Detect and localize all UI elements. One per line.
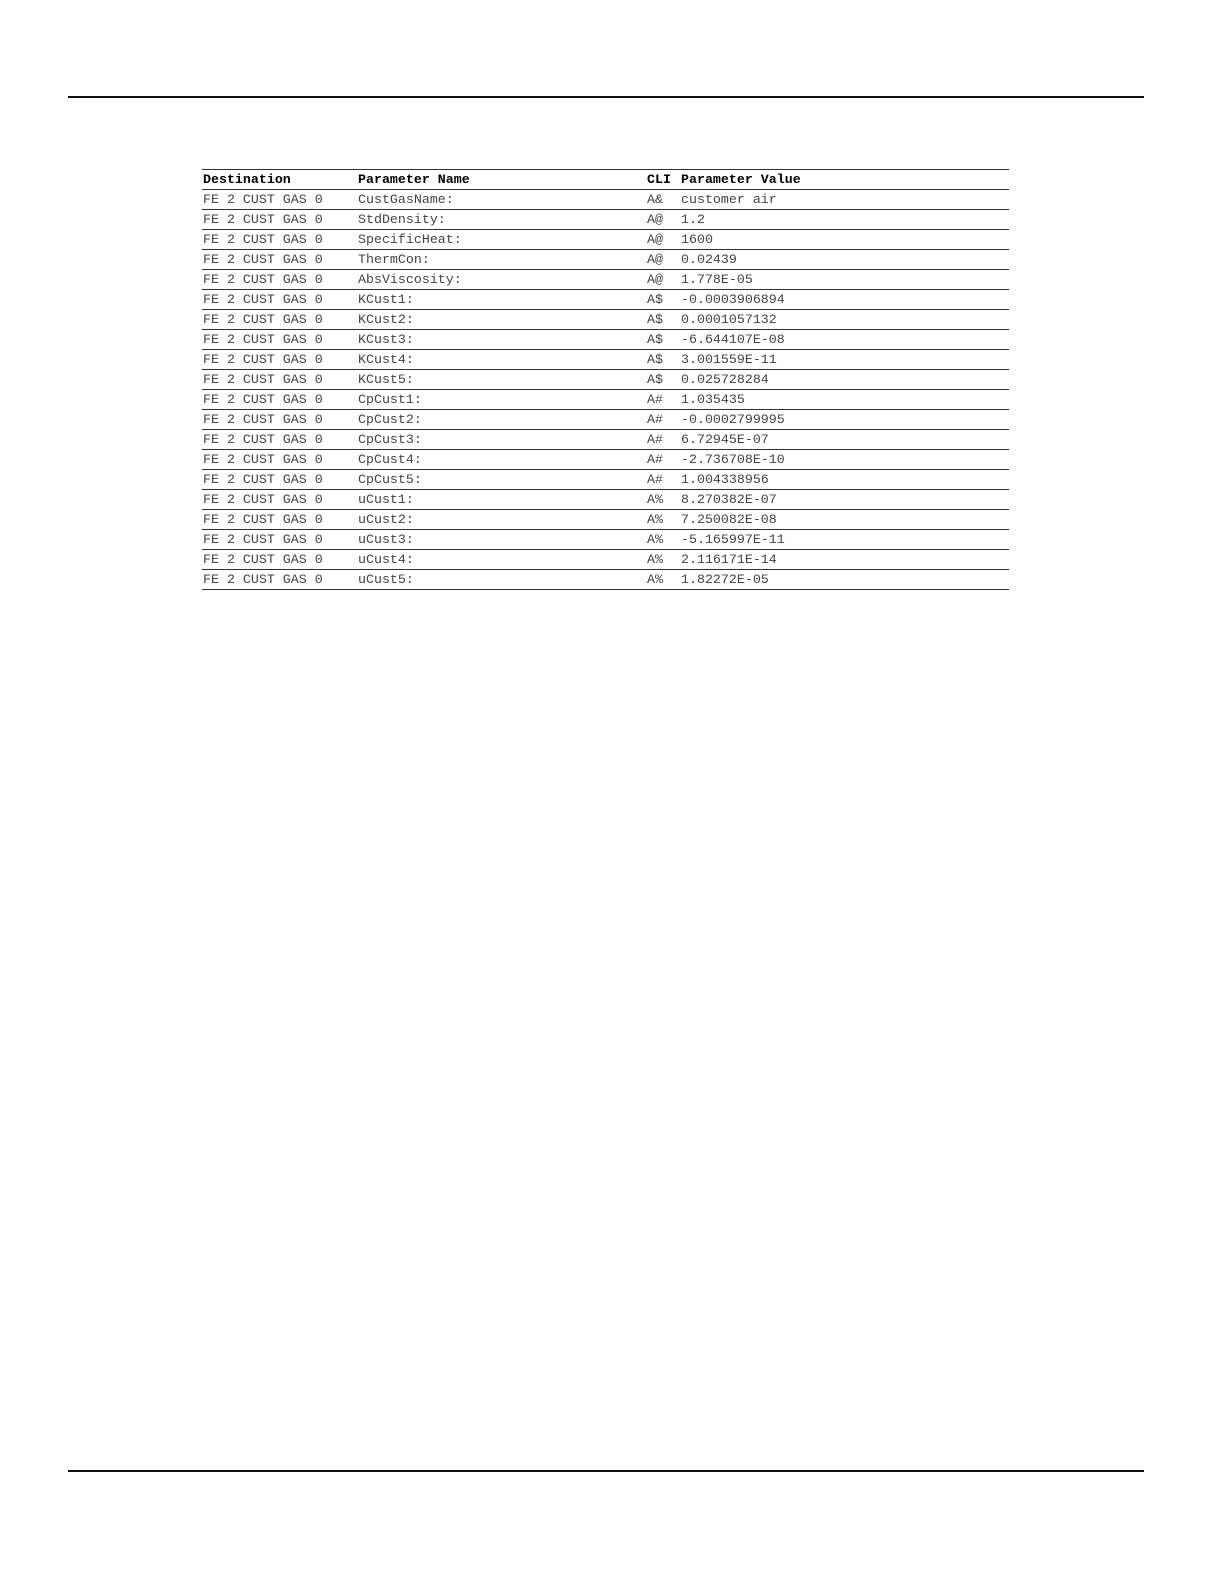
- cell-parameter-name: StdDensity:: [357, 210, 646, 230]
- cell-parameter-name: KCust1:: [357, 290, 646, 310]
- cell-destination: FE 2 CUST GAS 0: [202, 210, 357, 230]
- table-row: [202, 250, 1009, 270]
- cell-parameter-name: uCust4:: [357, 550, 646, 570]
- table-header-row: [202, 170, 1009, 190]
- cell-parameter-name: CpCust5:: [357, 470, 646, 490]
- cell-destination: FE 2 CUST GAS 0: [202, 490, 357, 510]
- column-header-parameter-name: Parameter Name: [357, 170, 646, 190]
- table-row: [202, 270, 1009, 290]
- cell-parameter-value: -0.0003906894: [680, 290, 1009, 310]
- cell-cli: A%: [646, 530, 680, 550]
- table-row: [202, 530, 1009, 550]
- table-row: [202, 190, 1009, 210]
- cell-parameter-name: uCust2:: [357, 510, 646, 530]
- cell-cli: A@: [646, 250, 680, 270]
- table-row: [202, 230, 1009, 250]
- cell-parameter-name: CpCust3:: [357, 430, 646, 450]
- cell-parameter-value: 1.035435: [680, 390, 1009, 410]
- cell-parameter-name: CpCust2:: [357, 410, 646, 430]
- table-row: [202, 430, 1009, 450]
- cell-cli: A#: [646, 470, 680, 490]
- cell-parameter-value: -2.736708E-10: [680, 450, 1009, 470]
- table-row: [202, 210, 1009, 230]
- table-body: [202, 190, 1009, 590]
- cell-parameter-value: 1.004338956: [680, 470, 1009, 490]
- cell-destination: FE 2 CUST GAS 0: [202, 250, 357, 270]
- cell-parameter-name: CpCust4:: [357, 450, 646, 470]
- cell-destination: FE 2 CUST GAS 0: [202, 470, 357, 490]
- cell-destination: FE 2 CUST GAS 0: [202, 450, 357, 470]
- cell-parameter-name: CpCust1:: [357, 390, 646, 410]
- cell-cli: A$: [646, 330, 680, 350]
- cell-cli: A@: [646, 230, 680, 250]
- cell-cli: A&: [646, 190, 680, 210]
- cell-cli: A$: [646, 370, 680, 390]
- table-row: [202, 550, 1009, 570]
- cell-parameter-value: -6.644107E-08: [680, 330, 1009, 350]
- cell-cli: A#: [646, 410, 680, 430]
- cell-destination: FE 2 CUST GAS 0: [202, 390, 357, 410]
- table-row: [202, 310, 1009, 330]
- column-header-destination: Destination: [202, 170, 357, 190]
- table-row: [202, 470, 1009, 490]
- cell-destination: FE 2 CUST GAS 0: [202, 350, 357, 370]
- cell-cli: A$: [646, 310, 680, 330]
- cell-parameter-name: ThermCon:: [357, 250, 646, 270]
- cell-cli: A%: [646, 570, 680, 590]
- cell-parameter-name: KCust2:: [357, 310, 646, 330]
- cell-cli: A%: [646, 510, 680, 530]
- cell-parameter-name: CustGasName:: [357, 190, 646, 210]
- cell-parameter-value: 8.270382E-07: [680, 490, 1009, 510]
- cell-parameter-value: 6.72945E-07: [680, 430, 1009, 450]
- cell-destination: FE 2 CUST GAS 0: [202, 290, 357, 310]
- cell-destination: FE 2 CUST GAS 0: [202, 530, 357, 550]
- cell-parameter-value: 0.02439: [680, 250, 1009, 270]
- cell-parameter-value: -5.165997E-11: [680, 530, 1009, 550]
- parameter-table: [202, 169, 1009, 590]
- cell-destination: FE 2 CUST GAS 0: [202, 190, 357, 210]
- cell-destination: FE 2 CUST GAS 0: [202, 410, 357, 430]
- table-row: [202, 410, 1009, 430]
- cell-cli: A%: [646, 490, 680, 510]
- cell-parameter-value: 3.001559E-11: [680, 350, 1009, 370]
- cell-destination: FE 2 CUST GAS 0: [202, 230, 357, 250]
- cell-parameter-value: customer air: [680, 190, 1009, 210]
- cell-parameter-name: KCust4:: [357, 350, 646, 370]
- cell-parameter-value: 1.778E-05: [680, 270, 1009, 290]
- cell-parameter-value: 2.116171E-14: [680, 550, 1009, 570]
- cell-destination: FE 2 CUST GAS 0: [202, 510, 357, 530]
- cell-destination: FE 2 CUST GAS 0: [202, 310, 357, 330]
- cell-parameter-name: uCust3:: [357, 530, 646, 550]
- table-row: [202, 350, 1009, 370]
- cell-parameter-value: -0.0002799995: [680, 410, 1009, 430]
- cell-destination: FE 2 CUST GAS 0: [202, 570, 357, 590]
- cell-cli: A$: [646, 290, 680, 310]
- table-row: [202, 330, 1009, 350]
- cell-parameter-value: 0.025728284: [680, 370, 1009, 390]
- table-row: [202, 450, 1009, 470]
- table-row: [202, 370, 1009, 390]
- column-header-cli: CLI: [646, 170, 680, 190]
- cell-destination: FE 2 CUST GAS 0: [202, 370, 357, 390]
- cell-cli: A%: [646, 550, 680, 570]
- table-row: [202, 490, 1009, 510]
- cell-parameter-name: AbsViscosity:: [357, 270, 646, 290]
- table-row: [202, 390, 1009, 410]
- cell-cli: A#: [646, 450, 680, 470]
- cell-parameter-name: uCust5:: [357, 570, 646, 590]
- cell-cli: A#: [646, 430, 680, 450]
- cell-destination: FE 2 CUST GAS 0: [202, 550, 357, 570]
- cell-cli: A$: [646, 350, 680, 370]
- cell-parameter-value: 0.0001057132: [680, 310, 1009, 330]
- cell-parameter-name: uCust1:: [357, 490, 646, 510]
- cell-parameter-name: SpecificHeat:: [357, 230, 646, 250]
- table-row: [202, 570, 1009, 590]
- table-row: [202, 290, 1009, 310]
- cell-cli: A@: [646, 270, 680, 290]
- cell-parameter-value: 1600: [680, 230, 1009, 250]
- cell-destination: FE 2 CUST GAS 0: [202, 330, 357, 350]
- cell-cli: A#: [646, 390, 680, 410]
- table-row: [202, 510, 1009, 530]
- cell-parameter-value: 1.2: [680, 210, 1009, 230]
- cell-cli: A@: [646, 210, 680, 230]
- cell-destination: FE 2 CUST GAS 0: [202, 430, 357, 450]
- header-rule: [68, 96, 1144, 98]
- cell-parameter-name: KCust3:: [357, 330, 646, 350]
- cell-destination: FE 2 CUST GAS 0: [202, 270, 357, 290]
- cell-parameter-name: KCust5:: [357, 370, 646, 390]
- cell-parameter-value: 1.82272E-05: [680, 570, 1009, 590]
- column-header-parameter-value: Parameter Value: [680, 170, 1009, 190]
- footer-rule: [68, 1470, 1144, 1472]
- cell-parameter-value: 7.250082E-08: [680, 510, 1009, 530]
